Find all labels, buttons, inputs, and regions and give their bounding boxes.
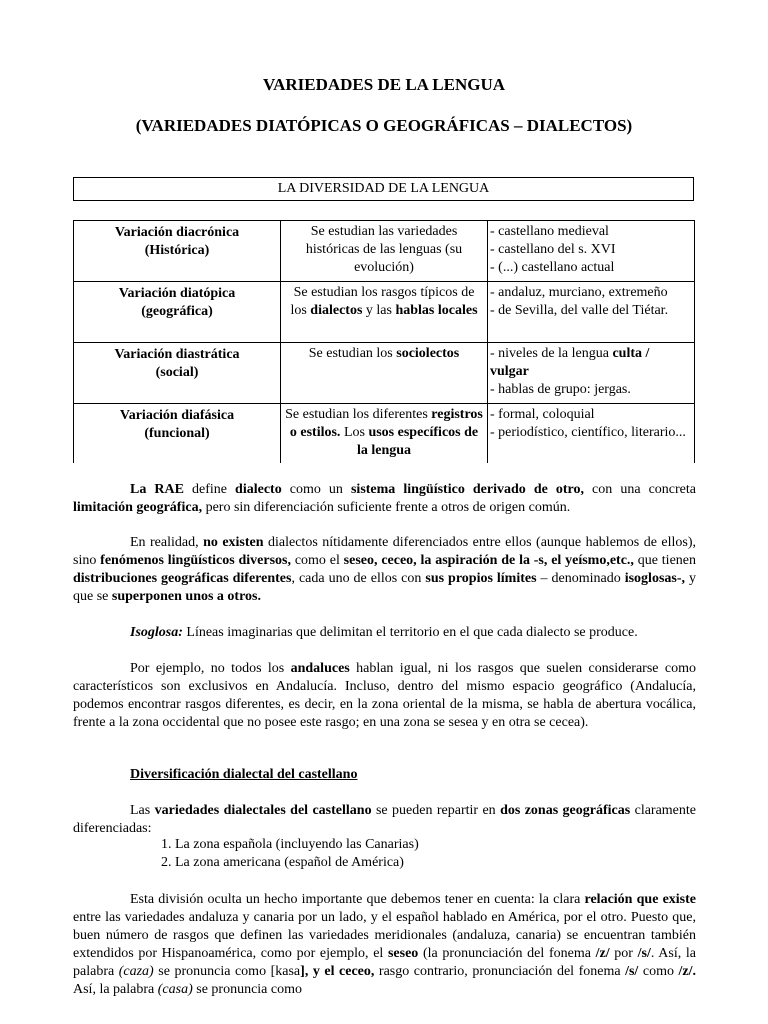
variation-table (73, 220, 695, 463)
variation-examples-cell: - castellano medieval - castellano del s. XVI - (...) castellano actual (488, 221, 695, 282)
variation-name-cell: Variación diatópica (geográfica) (74, 282, 281, 343)
table-row (74, 343, 695, 404)
variation-examples-cell: - andaluz, murciano, extremeño - de Sevilla, del valle del Tiétar. (488, 282, 695, 343)
variation-description-cell: Se estudian los diferentes registros o estilos. Los usos específicos de la lengua (281, 404, 488, 464)
variation-description-cell: Se estudian los rasgos típicos de los dialectos y las hablas locales (281, 282, 488, 343)
table-row (74, 404, 695, 464)
paragraph-dialect-phenomena: En realidad, no existen dialectos nítidamente diferenciados entre ellos (aunque hablemos de ellos), sino fenómenos lingüísticos diversos, como el seseo, ceceo, la aspiración de la -s, el yeísmo,etc., que tienen distribuciones geográficas diferentes, cada uno de ellos con sus propios límites – denominado isoglosas-, y que se superponen unos a otros. (73, 535, 696, 604)
paragraph-seseo-ceceo: Esta división oculta un hecho importante que debemos tener en cuenta: la clara relación que existe entre las variedades andaluza y canaria por un lado, y el español hablado en América, por el otro. Puesto que, buen número de rasgos que definen las variedades meridionales (andaluza, canaria) se encuentran también extendidos por Hispanoamérica, como por ejemplo, el seseo (la pronunciación del fonema /z/ por /s/. Así, la palabra (caza) se pronuncia como [kasa], y el ceceo, rasgo contrario, pronunciación del fonema /s/ como /z/. Así, la palabra (casa) se pronuncia como (73, 892, 696, 997)
variation-examples-cell: - formal, coloquial - periodístico, científico, literario... (488, 404, 695, 464)
list-item: 2. La zona americana (español de América) (175, 854, 419, 872)
variation-name-cell: Variación diacrónica (Histórica) (74, 221, 281, 282)
section-heading: Diversificación dialectal del castellano (130, 767, 358, 782)
table-row (74, 221, 695, 282)
variation-name-cell: Variación diafásica (funcional) (74, 404, 281, 464)
paragraph-andalusian-example: Por ejemplo, no todos los andaluces hablan igual, ni los rasgos que suelen considerarse como característicos son exclusivos en Andalucía. Incluso, dentro del mismo espacio geográfico (Andalucía, podemos encontrar rasgos diferentes, es decir, en la zona oriental de la misma, se habla de abertura vocálica, frente a la zona occidental que no posee este rasgo; en una zona se sesea y en otra se cecea). (73, 661, 696, 730)
diversity-box-title: LA DIVERSIDAD DE LA LENGUA (73, 177, 694, 201)
variation-name-cell: Variación diastrática (social) (74, 343, 281, 404)
document-subtitle: (VARIEDADES DIATÓPICAS O GEOGRÁFICAS – DIALECTOS) (135, 116, 633, 135)
paragraph-two-zones: Las variedades dialectales del castellano se pueden repartir en dos zonas geográficas claramente diferenciadas: (73, 803, 697, 836)
paragraph-rae-definition: La RAE define dialecto como un sistema lingüístico derivado de otro, con una concreta limitación geográfica, pero sin diferenciación suficiente frente a otros de origen común. (73, 482, 696, 515)
paragraph-isoglosa: Isoglosa: Líneas imaginarias que delimitan el territorio en el que cada dialecto se produce. (130, 625, 638, 640)
zones-list (153, 836, 419, 872)
variation-description-cell: Se estudian las variedades históricas de las lenguas (su evolución) (281, 221, 488, 282)
list-item: 1. La zona española (incluyendo las Canarias) (175, 836, 419, 854)
document-title: VARIEDADES DE LA LENGUA (263, 75, 505, 94)
variation-examples-cell: - niveles de la lengua culta / vulgar - hablas de grupo: jergas. (488, 343, 695, 404)
variation-description-cell: Se estudian los sociolectos (281, 343, 488, 404)
table-row (74, 282, 695, 343)
